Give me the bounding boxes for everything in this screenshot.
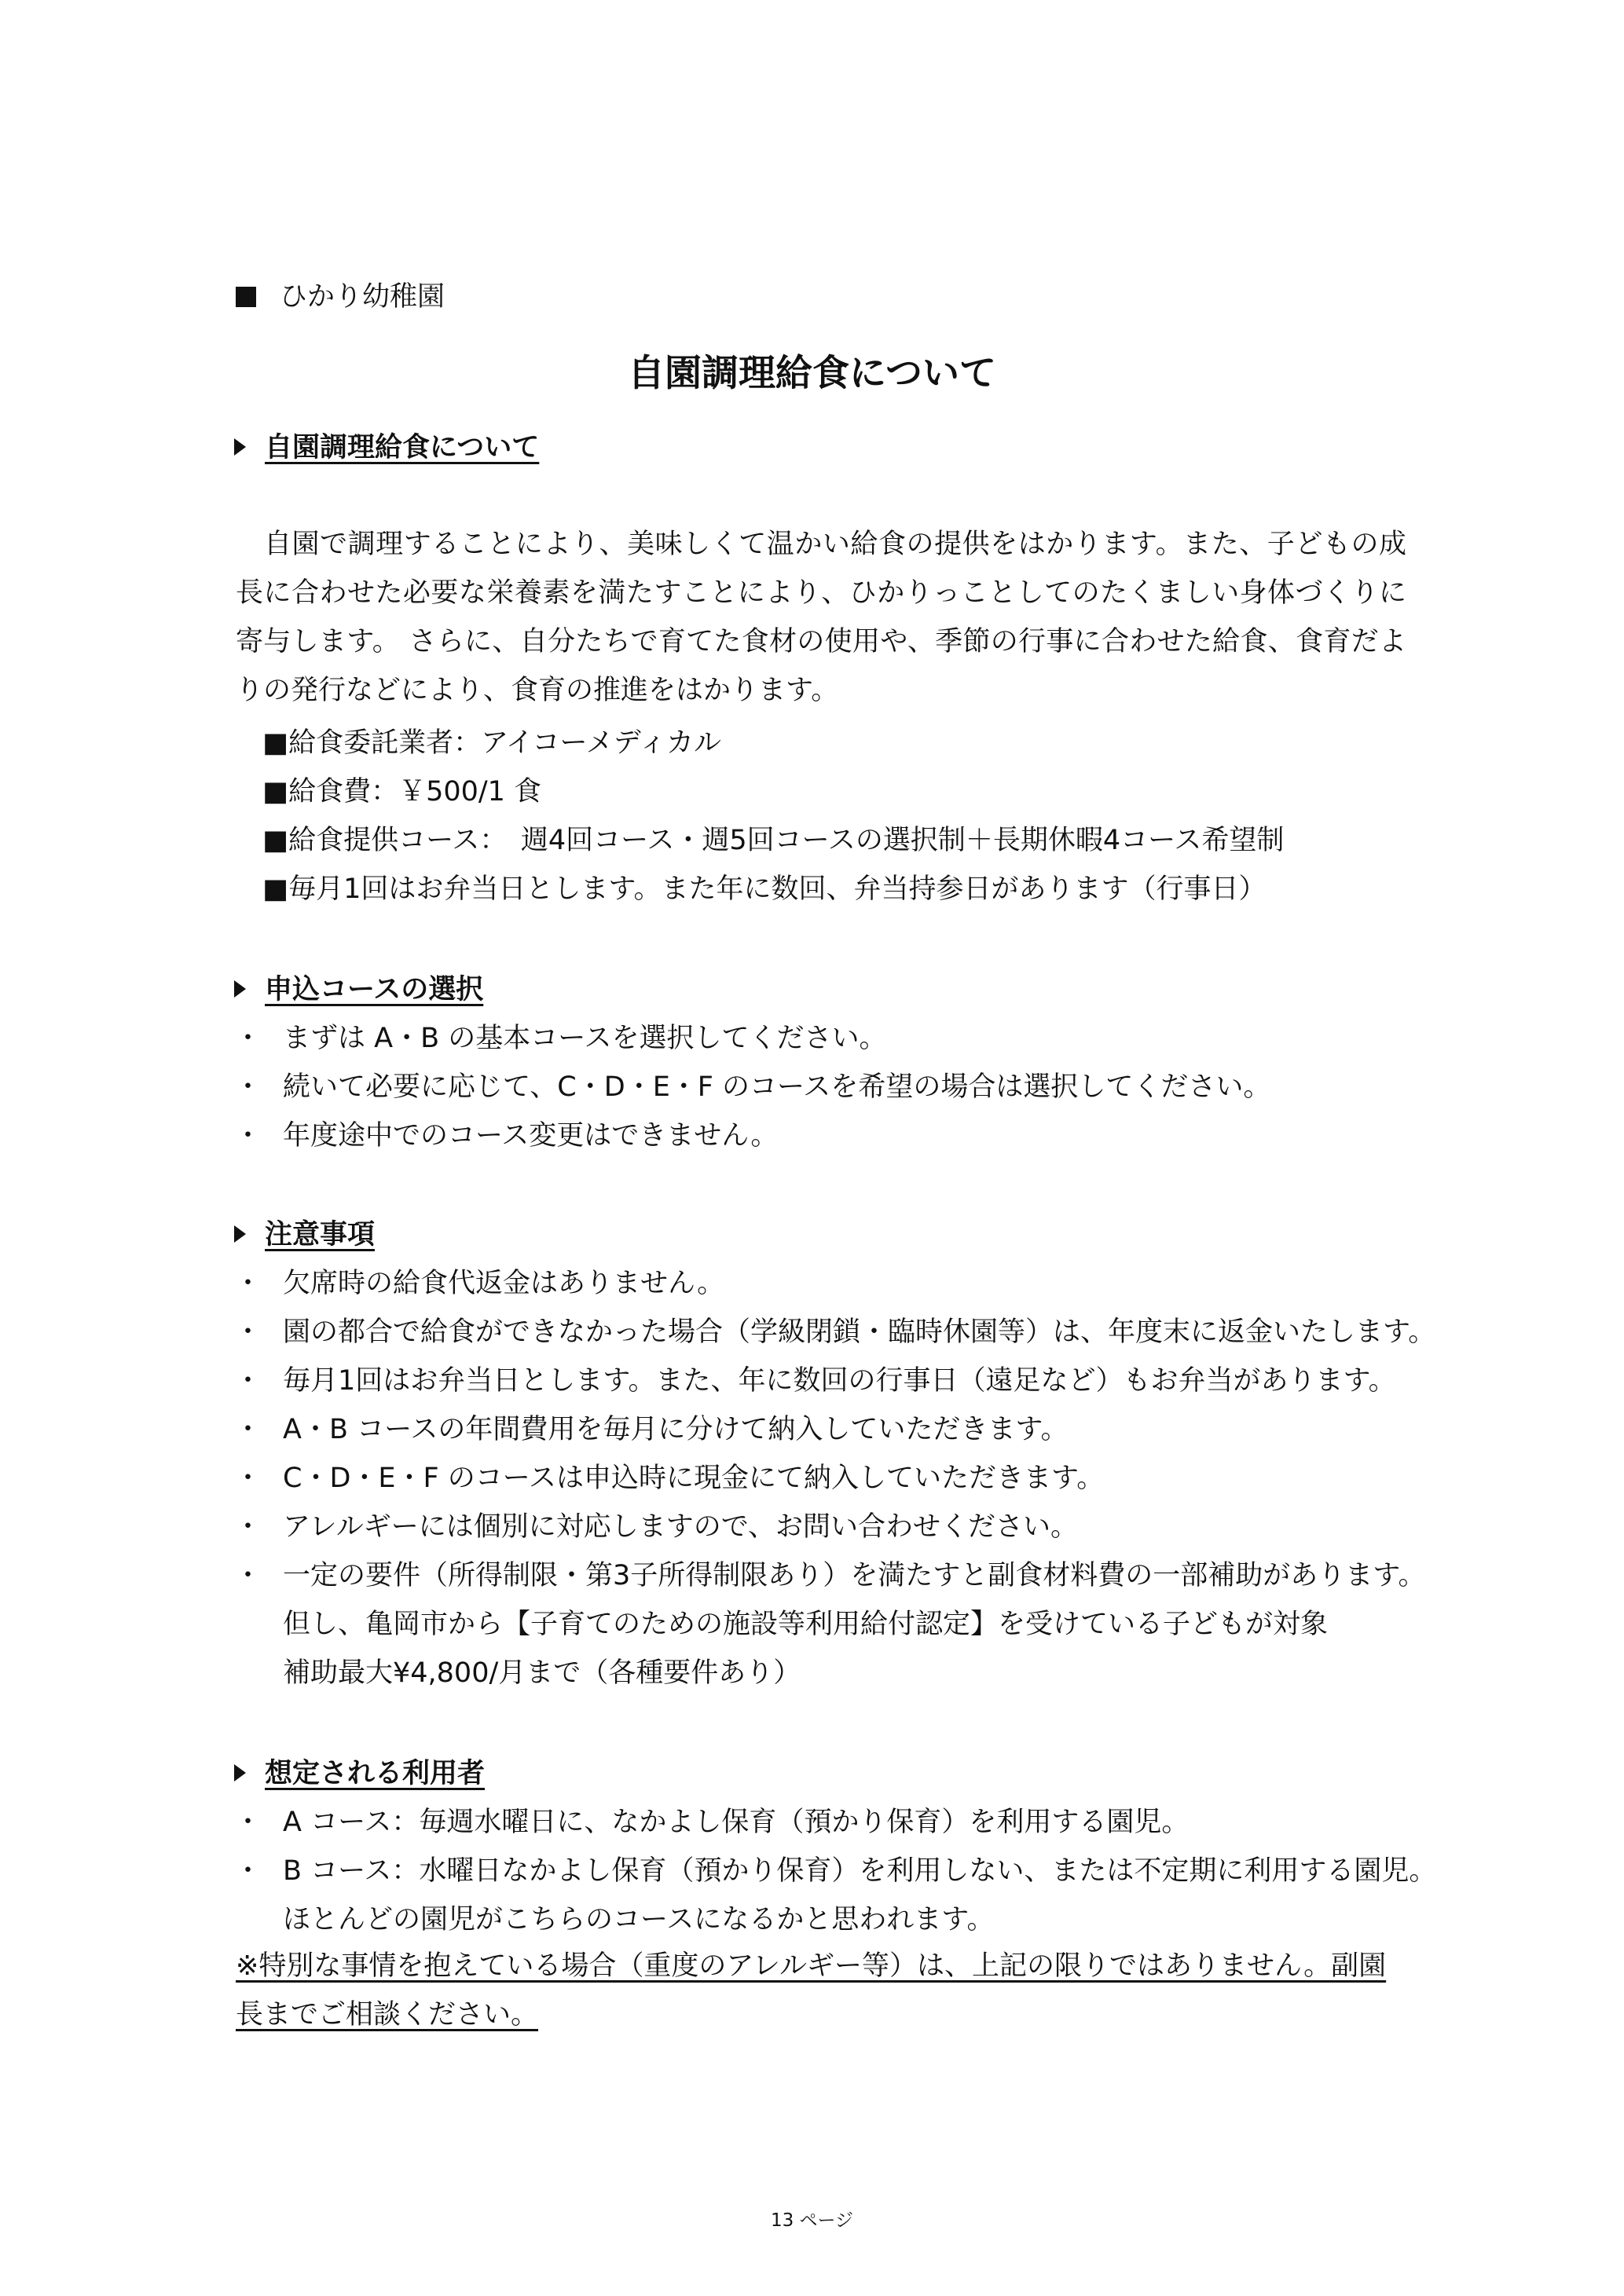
list-item-continuation: 補助最大¥4,800/月まで（各種要件あり）: [283, 1657, 801, 1689]
info-item: ■給食費：￥500/1 食: [262, 776, 542, 807]
triangle-marker-icon: [234, 438, 246, 456]
special-note: ※特別な事情を抱えている場合（重度のアレルギー等）は、上記の限りではありません。副園長までご相談ください。: [236, 1950, 1387, 2031]
list-item-continuation: 但し、亀岡市から【子育てのための施設等利用給付認定】を受けている子どもが対象: [283, 1609, 1329, 1640]
list-item: ・ B コース：水曜日なかよし保育（預かり保育）を利用しない、または不定期に利用する園児。: [234, 1855, 1437, 1887]
page-title: 自園調理給食について: [627, 352, 997, 395]
list-item: ・ 毎月1回はお弁当日とします。また、年に数回の行事日（遠足など）もお弁当があります。: [234, 1365, 1396, 1397]
list-item: ・ 一定の要件（所得制限・第3子所得制限あり）を満たすと副食材料費の一部補助があります。: [234, 1560, 1426, 1591]
organization-name: ひかり幼稚園: [236, 275, 445, 314]
section-heading-kyushoku: 自園調理給食について: [234, 426, 539, 465]
square-bullet-icon: [236, 287, 256, 307]
section-heading-users: 想定される利用者: [234, 1752, 485, 1791]
list-item: ・ A・B コースの年間費用を毎月に分けて納入していただきます。: [234, 1414, 1069, 1445]
page-number: 13 ページ: [770, 2210, 854, 2231]
list-item: ・ まずは A・B の基本コースを選択してください。: [234, 1023, 887, 1054]
info-item: ■給食提供コース： 週4回コース・週5回コースの選択制＋長期休暇4コース希望制: [262, 825, 1285, 856]
list-item: ・ C・D・E・F のコースは申込時に現金にて納入していただきます。: [234, 1463, 1105, 1494]
list-item: ・ A コース：毎週水曜日に、なかよし保育（預かり保育）を利用する園児。: [234, 1807, 1190, 1838]
intro-paragraph: 自園で調理することにより、美味しくて温かい給食の提供をはかります。また、子どもの成長に合わせた必要な栄養素を満たすことにより、ひかりっことしてのたくましい身体づくりに寄与します。 さらに、自分たちで育てた食材の使用や、季節の行事に合わせた給食、食育だよりの発行などにより、食育の推進をはかります。: [236, 529, 1406, 706]
section-heading-notes: 注意事項: [234, 1213, 375, 1252]
list-item: ・ 年度途中でのコース変更はできません。: [234, 1120, 779, 1152]
list-item: ・ アレルギーには個別に対応しますので、お問い合わせください。: [234, 1511, 1079, 1543]
triangle-marker-icon: [234, 1225, 246, 1243]
list-item: ・ 欠席時の給食代返金はありません。: [234, 1268, 725, 1299]
list-item: ・ 続いて必要に応じて、C・D・E・F のコースを希望の場合は選択してください。: [234, 1071, 1271, 1103]
list-item: ・ 園の都合で給食ができなかった場合（学級閉鎖・臨時休園等）は、年度末に返金いたします。: [234, 1316, 1436, 1348]
info-item: ■毎月1回はお弁当日とします。また年に数回、弁当持参日があります（行事日）: [262, 873, 1267, 905]
triangle-marker-icon: [234, 980, 246, 998]
section-heading-course-selection: 申込コースの選択: [234, 968, 483, 1007]
list-item-continuation: ほとんどの園児がこちらのコースになるかと思われます。: [283, 1904, 995, 1935]
triangle-marker-icon: [234, 1764, 246, 1782]
info-item: ■給食委託業者：アイコーメディカル: [262, 727, 721, 759]
